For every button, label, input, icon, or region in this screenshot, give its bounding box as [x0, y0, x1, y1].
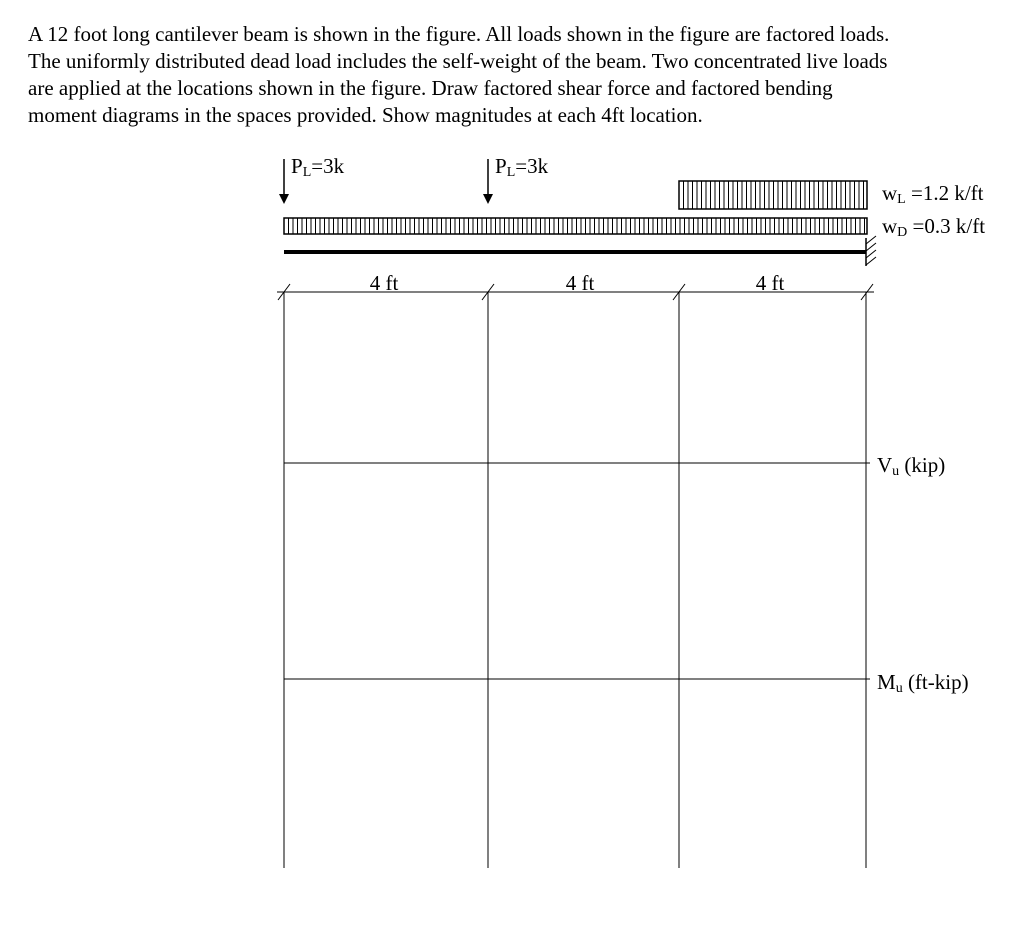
problem-line-2: The uniformly distributed dead load includes the self-weight of the beam. Two concentrated live loads — [28, 49, 888, 73]
dimension-line — [277, 271, 874, 300]
span-3-label: 4 ft — [755, 271, 785, 295]
problem-line-3: are applied at the locations shown in the figure. Draw factored shear force and factored bending — [28, 76, 833, 100]
point-load-1 — [279, 154, 345, 204]
diagram-grid — [284, 292, 870, 868]
fixed-support-icon — [866, 236, 876, 266]
live-load-label: wL =1.2 k/ft — [882, 181, 984, 207]
span-2-label: 4 ft — [565, 271, 595, 295]
dead-distributed-load — [284, 218, 867, 234]
point-load-1-label: PL=3k — [291, 154, 345, 180]
moment-diagram-label: Mu (ft-kip) — [877, 670, 969, 696]
dead-load-label: wD =0.3 k/ft — [882, 214, 986, 240]
span-1-label: 4 ft — [369, 271, 399, 295]
live-distributed-load — [679, 181, 867, 209]
point-load-2-label: PL=3k — [495, 154, 549, 180]
point-load-2 — [483, 154, 549, 204]
shear-diagram-label: Vu (kip) — [877, 453, 946, 479]
problem-line-4: moment diagrams in the spaces provided. Show magnitudes at each 4ft location. — [28, 103, 703, 127]
problem-line-1: A 12 foot long cantilever beam is shown in the figure. All loads shown in the figure are factored loads. — [28, 22, 890, 46]
